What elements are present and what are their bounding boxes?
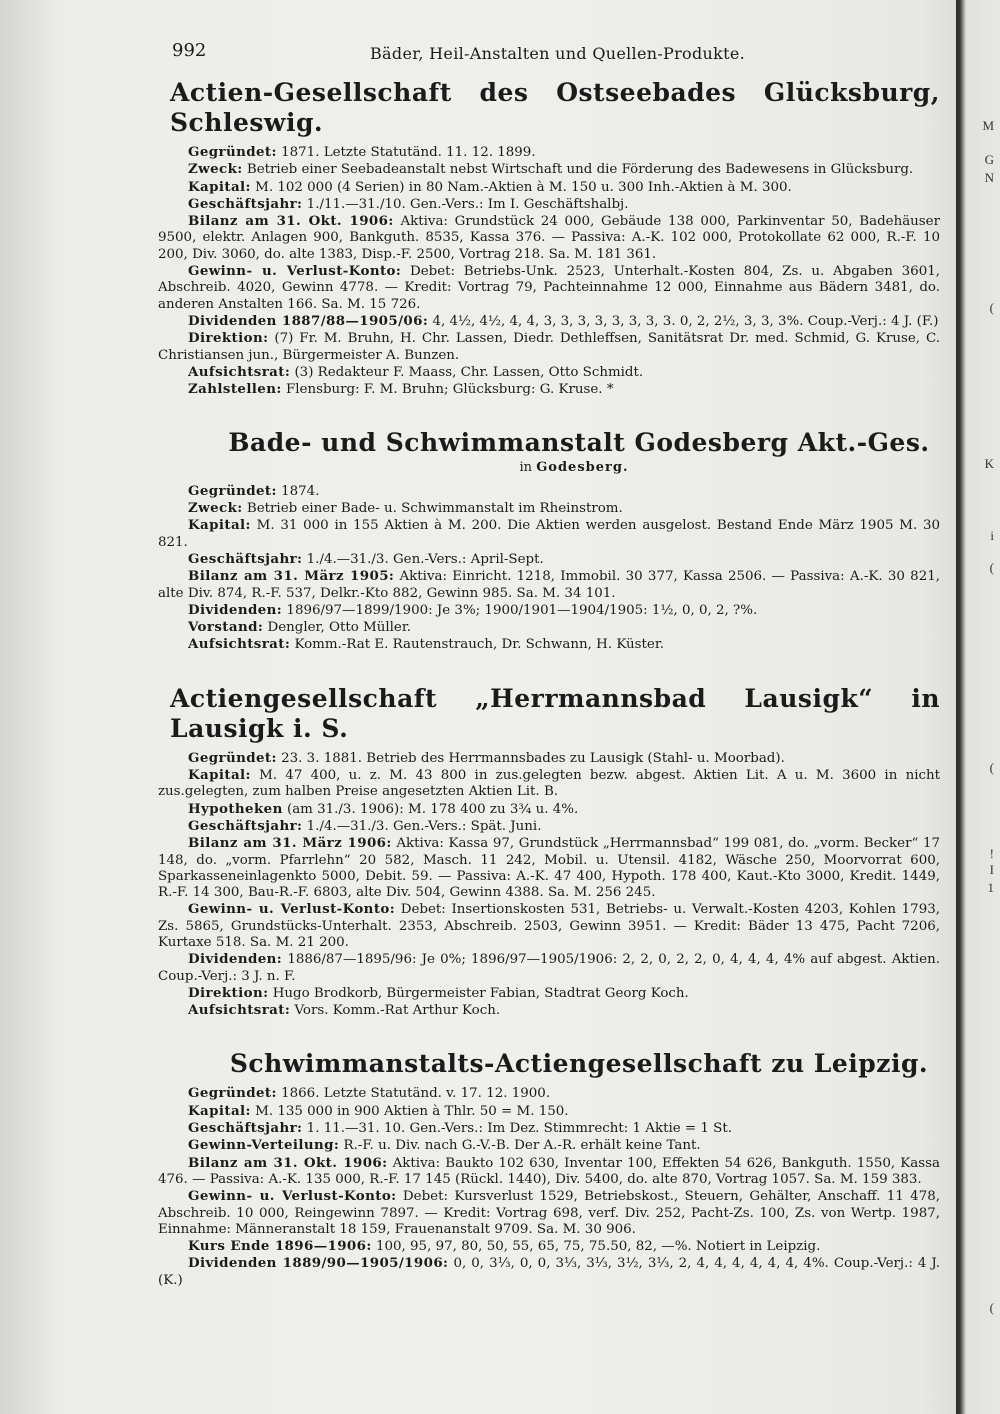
entry-field xyxy=(158,1103,940,1120)
entry-title: Schwimmanstalts-Actiengesellschaft zu Leipzig. xyxy=(229,1049,929,1079)
field-value: 1874. xyxy=(281,483,320,499)
field-label: Gewinn- u. Verlust-Konto: xyxy=(188,1188,397,1205)
entry-field xyxy=(158,750,940,767)
field-value: Aktiva: Kassa 97, Grundstück „Herrmannsbad“ 199 081, do. „vorm. Becker“ 17 148, do. „vorm. Pfarrlehn“ 20 582, Masch. 11 242, Mobil. u. Utensil. 4182, Wäsche 250, Moorvorrat 600, Sparkasseneinlagenkto 5000, Debit. 59. — Passiva: A.-K. 47 400, Hypoth. 178 400, Kaut.-Kto 3000, Kredit. 1449, R.-F. 14 300, Bau-R.-F. 6803, alte Div. 504, Gewinn 4388. Sa. M. 256 245. xyxy=(158,836,940,901)
entry-field xyxy=(158,1137,940,1154)
entry-field xyxy=(158,381,940,398)
entry-field xyxy=(158,951,940,985)
field-label: Gegründet: xyxy=(188,1085,277,1102)
company-entry-godesberg xyxy=(158,428,940,653)
entry-field xyxy=(158,901,940,951)
field-value: M. 31 000 in 155 Aktien à M. 200. Die Aktien werden ausgelost. Bestand Ende März 1905 M. 30 821. xyxy=(158,518,940,550)
field-value: (am 31./3. 1906): M. 178 400 zu 3¾ u. 4%. xyxy=(286,801,579,817)
subtitle-prefix: in xyxy=(519,460,533,476)
field-label: Kapital: xyxy=(188,1102,251,1119)
field-value: Debet: Kursverlust 1529, Betriebskost., Steuern, Gehälter, Anschaff. 11 478, Abschreib. 10 000, Reingewinn 7897. — Kredit: Vortrag 698, verf. Div. 252, Pacht-Zs. 100, Zs. von Wertp. 1987, Einnahme: Männeranstalt 18 159, Frauenanstalt 9709. Sa. M. 30 906. xyxy=(158,1189,940,1237)
field-label: Vorstand: xyxy=(188,619,264,636)
page-header xyxy=(172,40,932,70)
field-label: Geschäftsjahr: xyxy=(188,550,303,567)
margin-letter: ( xyxy=(989,300,994,315)
company-entry-leipzig xyxy=(158,1049,940,1289)
field-label: Kurs Ende 1896—1906: xyxy=(188,1238,372,1255)
entry-field xyxy=(158,551,940,568)
entry-field xyxy=(158,801,940,818)
field-label: Aufsichtsrat: xyxy=(188,363,291,380)
field-value: 1896/97—1899/1900: Je 3%; 1900/1901—1904/1905: 1½, 0, 0, 2, ?%. xyxy=(286,602,758,618)
entry-field xyxy=(158,179,940,196)
entry-field xyxy=(158,263,940,313)
margin-letter: i xyxy=(990,528,994,543)
entry-field xyxy=(158,1002,940,1019)
margin-letter: G xyxy=(984,152,994,167)
field-label: Aufsichtsrat: xyxy=(188,636,291,653)
field-value: (7) Fr. M. Bruhn, H. Chr. Lassen, Diedr. Dethleffsen, Sanitätsrat Dr. med. Schmid, G. Kruse, C. Christiansen jun., Bürgermeister A. Bunzen. xyxy=(158,331,940,363)
entry-field xyxy=(158,196,940,213)
field-value: (3) Redakteur F. Maass, Chr. Lassen, Otto Schmidt. xyxy=(294,364,644,380)
entry-field xyxy=(158,1155,940,1189)
entry-fields xyxy=(158,1085,940,1289)
field-value: 1871. Letzte Statutänd. 11. 12. 1899. xyxy=(281,145,536,160)
field-value: Dengler, Otto Müller. xyxy=(267,620,412,636)
entry-field xyxy=(158,144,940,161)
field-label: Bilanz am 31. Okt. 1906: xyxy=(188,213,394,230)
entry-field xyxy=(158,619,940,636)
field-value: Komm.-Rat E. Rautenstrauch, Dr. Schwann, H. Küster. xyxy=(294,637,665,653)
running-title: Bäder, Heil-Anstalten und Quellen-Produkte. xyxy=(370,44,745,63)
entry-field xyxy=(158,985,940,1002)
entry-field xyxy=(158,1238,940,1255)
field-value: Betrieb einer Seebadeanstalt nebst Wirtschaft und die Förderung des Badewesens in Glücksburg. xyxy=(246,162,914,178)
field-label: Bilanz am 31. Okt. 1906: xyxy=(188,1154,388,1171)
field-label: Dividenden: xyxy=(188,601,283,618)
field-label: Bilanz am 31. März 1905: xyxy=(188,568,395,585)
entry-subtitle xyxy=(208,460,940,476)
field-label: Gewinn- u. Verlust-Konto: xyxy=(188,263,402,280)
entry-field xyxy=(158,1188,940,1238)
entry-field xyxy=(158,364,940,381)
field-value: Debet: Betriebs-Unk. 2523, Unterhalt.-Kosten 804, Zs. u. Abgaben 3601, Abschreib. 4020, Gewinn 4778. — Kredit: Vortrag 79, Pachteinnahme 12 000, Einnahme aus Bädern 3481, do. anderen Anstalten 166. Sa. M. 15 726. xyxy=(158,264,940,312)
entry-field xyxy=(158,1120,940,1137)
field-value: Aktiva: Baukto 102 630, Inventar 100, Effekten 54 626, Bankguth. 1550, Kassa 476. — Passiva: A.-K. 135 000, R.-F. 17 145 (Rückl. 1440), Div. 5400, do. alte 870, Vortrag 1057. Sa. M. 159 383. xyxy=(158,1155,940,1187)
field-value: 4, 4½, 4½, 4, 4, 3, 3, 3, 3, 3, 3, 3, 3. 0, 2, 2½, 3, 3, 3%. Coup.-Verj.: 4 J. (F.) xyxy=(432,313,939,329)
field-value: Debet: Insertionskosten 531, Betriebs- u. Verwalt.-Kosten 4203, Kohlen 1793, Zs. 5865, Grundstücks-Unterhalt. 2353, Abschreib. 2503, Gewinn 3951. — Kredit: Bäder 13 475, Pacht 7206, Kurtaxe 518. Sa. M. 21 200. xyxy=(158,902,940,950)
entry-title: Actien-Gesellschaft des Ostseebades Glücksburg, Schleswig. xyxy=(170,78,940,137)
company-entry-gluecksburg xyxy=(158,78,940,398)
entry-fields xyxy=(158,483,940,654)
entry-field xyxy=(158,213,940,263)
field-value: 1866. Letzte Statutänd. v. 17. 12. 1900. xyxy=(281,1086,551,1102)
field-label: Gegründet: xyxy=(188,749,277,766)
field-value: 1./4.—31./3. Gen.-Vers.: Spät. Juni. xyxy=(306,818,542,834)
margin-letter: ( xyxy=(989,560,994,575)
adjacent-page-edge xyxy=(956,0,1000,1414)
field-value: 1886/87—1895/96: Je 0%; 1896/97—1905/1906: 2, 2, 0, 2, 2, 0, 4, 4, 4, 4% auf abgest. Aktien. Coup.-Verj.: 3 J. n. F. xyxy=(158,952,940,984)
entry-field xyxy=(158,835,940,901)
entry-field xyxy=(158,161,940,178)
field-label: Zweck: xyxy=(188,500,243,517)
field-value: Hugo Brodkorb, Bürgermeister Fabian, Stadtrat Georg Koch. xyxy=(272,985,689,1001)
field-label: Gegründet: xyxy=(188,482,277,499)
entry-field xyxy=(158,818,940,835)
field-label: Kapital: xyxy=(188,767,251,784)
page-number: 992 xyxy=(172,40,207,61)
field-label: Gewinn-Verteilung: xyxy=(188,1137,340,1154)
entry-field xyxy=(158,602,940,619)
margin-letter: ( xyxy=(989,1300,994,1315)
field-value: Aktiva: Grundstück 24 000, Gebäude 138 000, Parkinventar 50, Badehäuser 9500, elektr. Anlagen 900, Bankguth. 8535, Kassa 376. — Passiva: A.-K. 102 000, Protokollate 62 000, R.-F. 10 200, Div. 3060, do. alte 1383, Disp.-F. 2500, Vortrag 218. Sa. M. 181 361. xyxy=(158,214,940,262)
field-value: Betrieb einer Bade- u. Schwimmanstalt im Rheinstrom. xyxy=(246,501,623,517)
field-label: Gewinn- u. Verlust-Konto: xyxy=(188,901,396,918)
field-value: 100, 95, 97, 80, 50, 55, 65, 75, 75.50, 82, —%. Notiert in Leipzig. xyxy=(375,1239,821,1255)
field-value: Flensburg: F. M. Bruhn; Glücksburg: G. Kruse. * xyxy=(285,382,614,398)
field-label: Direktion: xyxy=(188,330,269,347)
company-entry-lausigk xyxy=(158,684,940,1020)
field-label: Kapital: xyxy=(188,178,251,195)
margin-letter: ( xyxy=(989,760,994,775)
entry-field xyxy=(158,483,940,500)
margin-letter: M xyxy=(982,118,994,133)
entry-field xyxy=(158,517,940,551)
field-value: Vors. Komm.-Rat Arthur Koch. xyxy=(294,1003,501,1019)
page-content xyxy=(158,78,940,1319)
entry-field xyxy=(158,313,940,330)
field-label: Hypotheken xyxy=(188,800,283,817)
field-label: Aufsichtsrat: xyxy=(188,1002,291,1019)
entry-field xyxy=(158,330,940,364)
field-value: 1./11.—31./10. Gen.-Vers.: Im I. Geschäftshalbj. xyxy=(306,196,629,212)
field-label: Dividenden 1887/88—1905/06: xyxy=(188,312,429,329)
margin-letter: K xyxy=(984,456,994,471)
field-label: Kapital: xyxy=(188,517,251,534)
field-label: Geschäftsjahr: xyxy=(188,817,303,834)
field-label: Zahlstellen: xyxy=(188,381,282,398)
field-label: Zweck: xyxy=(188,161,243,178)
field-label: Geschäftsjahr: xyxy=(188,195,303,212)
margin-letter: ! xyxy=(989,846,994,861)
entry-field xyxy=(158,767,940,801)
field-label: Geschäftsjahr: xyxy=(188,1120,303,1137)
field-label: Direktion: xyxy=(188,984,269,1001)
entry-fields xyxy=(158,750,940,1020)
entry-fields xyxy=(158,144,940,398)
entry-title: Actiengesellschaft „Herrmannsbad Lausigk“ in Lausigk i. S. xyxy=(170,683,940,743)
subtitle-place: Godesberg. xyxy=(536,460,629,476)
margin-letter: 1 xyxy=(987,880,994,895)
field-label: Bilanz am 31. März 1906: xyxy=(188,835,392,852)
field-label: Gegründet: xyxy=(188,144,277,160)
field-label: Dividenden 1889/90—1905/1906: xyxy=(188,1255,449,1272)
field-value: Aktiva: Einricht. 1218, Immobil. 30 377, Kassa 2506. — Passiva: A.-K. 30 821, alte Div. 874, R.-F. 537, Delkr.-Kto 882, Gewinn 985. Sa. M. 34 101. xyxy=(158,569,940,601)
entry-field xyxy=(158,1085,940,1102)
field-value: R.-F. u. Div. nach G.-V.-B. Der A.-R. erhält keine Tant. xyxy=(343,1138,701,1154)
field-value: 23. 3. 1881. Betrieb des Herrmannsbades zu Lausigk (Stahl- u. Moorbad). xyxy=(281,750,785,766)
margin-letter: I xyxy=(989,862,994,877)
field-value: 1./4.—31./3. Gen.-Vers.: April-Sept. xyxy=(306,551,544,567)
entry-title: Bade- und Schwimmanstalt Godesberg Akt.-Ges. xyxy=(228,428,930,458)
margin-letter: N xyxy=(984,170,994,185)
entry-field xyxy=(158,1255,940,1289)
entry-field xyxy=(158,500,940,517)
field-value: M. 135 000 in 900 Aktien à Thlr. 50 = M. 150. xyxy=(255,1103,569,1119)
field-value: M. 102 000 (4 Serien) in 80 Nam.-Aktien à M. 150 u. 300 Inh.-Aktien à M. 300. xyxy=(255,179,792,195)
field-value: M. 47 400, u. z. M. 43 800 in zus.gelegten bezw. abgest. Aktien Lit. A u. M. 3600 in nicht zus.gelegten, zum halben Preise angesetzten Aktien Lit. B. xyxy=(158,768,940,800)
field-value: 0, 0, 3⅓, 0, 0, 3⅓, 3⅓, 3½, 3⅓, 2, 4, 4, 4, 4, 4, 4, 4%. Coup.-Verj.: 4 J. (K.) xyxy=(158,1256,940,1288)
entry-field xyxy=(158,568,940,602)
entry-field xyxy=(158,636,940,653)
field-value: 1. 11.—31. 10. Gen.-Vers.: Im Dez. Stimmrecht: 1 Aktie = 1 St. xyxy=(306,1121,732,1137)
field-label: Dividenden: xyxy=(188,951,283,968)
